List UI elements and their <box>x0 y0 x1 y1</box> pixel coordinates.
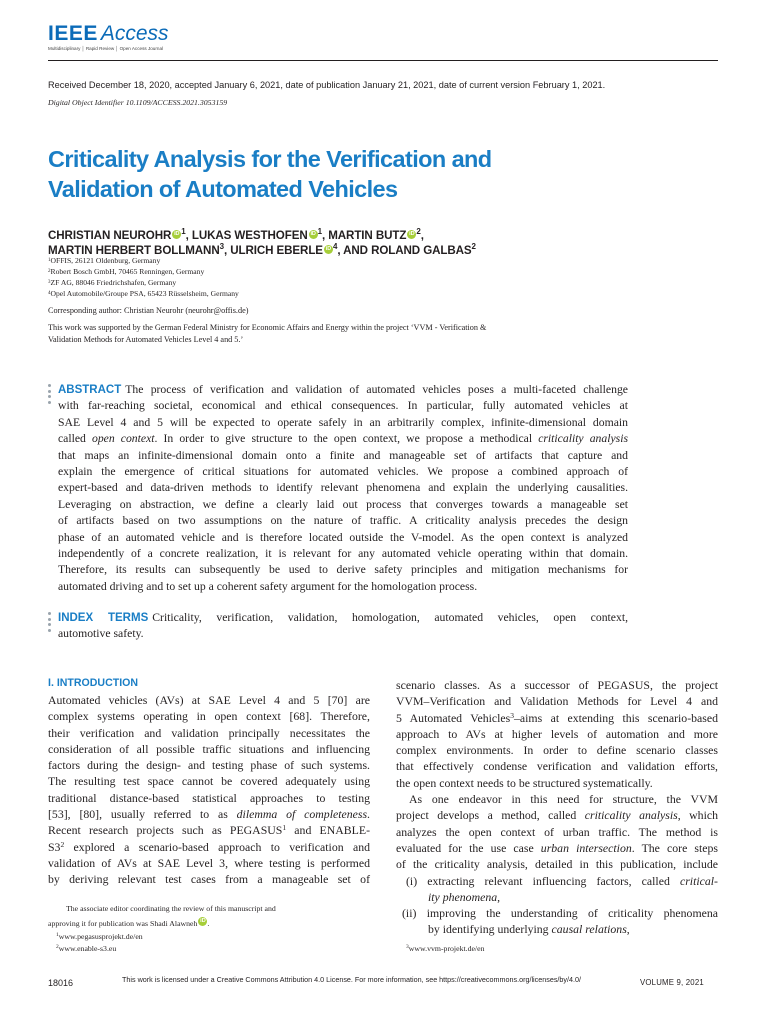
left-footnotes <box>48 902 370 955</box>
footnote-ref[interactable]: 3 <box>510 710 514 720</box>
author-affil-num: 3 <box>219 242 224 251</box>
abstract-text: independently of a concrete realization, it is relevant for any automated vehicle operating within that domain. <box>58 547 628 561</box>
abstract-text: of artifacts based on two assumptions on the nature of traffic. A criticality analysis precedes the design <box>58 514 628 528</box>
left-column <box>48 692 370 888</box>
list-emphasis: ity phenomena <box>428 889 498 904</box>
body-text: 5 Automated Vehicles <box>396 710 511 725</box>
funding-line: This work was supported by the German Federal Ministry for Economic Affairs and Energy within the project ‘VVM - Verification & <box>48 323 487 332</box>
abstract-text: Therefore, its results can subsequently be used to derive safety principles and mitigation mechanisms for <box>58 563 628 577</box>
body-text: consideration of all possible traffic situations and influencing <box>48 741 370 756</box>
body-text: complex environments. In order to define scenario classes <box>396 743 718 758</box>
abstract-emphasis: criticality analysis <box>538 432 629 446</box>
body-text: complex systems operating in open context [68]. Therefore, <box>48 709 370 724</box>
separator: , <box>420 228 424 242</box>
funding-line: Validation Methods for Automated Vehicles Level 4 and 5.’ <box>48 335 244 344</box>
orcid-icon[interactable]: iD <box>200 917 206 924</box>
received-dates: Received December 18, 2020, accepted January 6, 2021, date of publication January 21, 2021, date of current version February 1, 2021. <box>48 80 606 90</box>
abstract-emphasis: open context <box>91 432 155 446</box>
separator: , <box>321 228 326 242</box>
abstract-text: SAE Level 4 and 5 will be expected to operate safely in an arbitrarily complex, infinite-dimensional domain <box>58 415 628 429</box>
author-name: LUKAS WESTHOFEN <box>191 228 308 242</box>
affil-text: OFFIS, 26121 Oldenburg, Germany <box>50 256 161 265</box>
author-name: ULRICH EBERLE <box>230 243 323 257</box>
body-text: factors during the design- and testing phase of such systems. <box>48 758 370 773</box>
body-text: the open context needs to be structured systematically. <box>396 775 653 790</box>
list-item <box>396 873 718 906</box>
abstract-text: explain the emergence of critical situations for automated vehicles. We propose a combined approach of <box>58 465 628 479</box>
page-number: 18016 <box>48 978 74 988</box>
orcid-icon[interactable]: iD <box>409 230 415 237</box>
author-name: CHRISTIAN NEUROHR <box>48 228 172 242</box>
body-text: validation of AVs at SAE Level 3, where testing is performed <box>48 855 370 870</box>
logo-ieee-text: IEEE <box>48 22 98 45</box>
separator: , <box>223 243 228 257</box>
body-text: , which <box>677 808 718 823</box>
affil-num: 3 <box>48 280 51 285</box>
funding-note <box>48 322 608 346</box>
editor-note: . <box>207 918 210 928</box>
logo-tagline: Multidisciplinary │ Rapid Review │ Open Access Journal <box>48 46 164 51</box>
affil-num: 4 <box>48 291 51 296</box>
logo-access-text: Access <box>100 22 169 45</box>
list-number: (i) <box>406 873 418 888</box>
list-item <box>396 905 718 938</box>
author-name: MARTIN BUTZ <box>328 228 407 242</box>
abstract-text: . In order to give structure to the open context, we propose a methodical <box>154 432 539 446</box>
body-text: of the criticality analysis, detailed in this publication, include <box>396 857 718 872</box>
separator: , <box>185 228 189 242</box>
body-text: traditional distance-based statistical approaches to testing <box>48 790 370 805</box>
author-affil-num: 1 <box>317 227 322 236</box>
list-text: , <box>497 889 501 904</box>
affil-num: 1 <box>48 258 51 263</box>
corresponding-author: Corresponding author: Christian Neurohr (neurohr@offis.de) <box>48 306 249 315</box>
body-text: approach to AVs at higher levels of automation and more <box>396 726 718 741</box>
body-text: . <box>367 807 370 822</box>
author-name: MARTIN HERBERT BOLLMANN <box>48 243 220 257</box>
abstract-label: ABSTRACT <box>58 384 122 396</box>
orcid-icon[interactable]: iD <box>310 230 316 237</box>
affil-text: Opel Automobile/Groupe PSA, 65423 Rüsselsheim, Germany <box>50 289 239 298</box>
doi-line: Digital Object Identifier 10.1109/ACCESS.2021.3053159 <box>48 98 228 107</box>
body-text: scenario classes. As a successor of PEGASUS, the project <box>396 678 718 692</box>
list-emphasis: causal relations <box>551 922 627 937</box>
footnote-num: 3 <box>406 944 409 950</box>
editor-note: The associate editor coordinating the review of this manuscript and <box>66 904 276 913</box>
footnote-link[interactable]: www.pegasusprojekt.de/en <box>58 932 143 942</box>
abstract-text: that maps an infinite-dimensional domain onto a finite and manageable set of artifacts that capture and <box>58 448 628 462</box>
abstract-text: phase of an automated vehicle and is therefore located outside the V-model. As the open context is analyzed <box>58 530 628 544</box>
abstract-text: expert-based and data-driven methods to identify relevant phenomena and explain the underlying causalities. <box>58 481 628 495</box>
body-text: [53], [80], usually referred to as <box>48 807 237 822</box>
footnote-ref[interactable]: 2 <box>60 839 65 849</box>
list-text: extracting relevant influencing factors, called <box>427 873 680 888</box>
section-heading: I. INTRODUCTION <box>48 677 139 689</box>
body-emphasis: criticality analysis <box>584 808 678 823</box>
orcid-icon[interactable]: iD <box>325 245 332 252</box>
body-text: explored a scenario-based approach to verification and <box>64 839 370 854</box>
author-line-2 <box>48 242 476 257</box>
list-emphasis: critical- <box>679 873 718 888</box>
affil-text: Robert Bosch GmbH, 70465 Renningen, Germany <box>50 267 205 276</box>
title-line: Validation of Automated Vehicles <box>48 176 398 202</box>
affiliation <box>48 256 160 267</box>
body-text: Automated vehicles (AVs) at SAE Level 4 and 5 [70] are <box>48 693 370 707</box>
editor-note-line2 <box>48 917 370 932</box>
abstract-text: automated driving and to set up a coherent safety argument for the homologation process. <box>58 579 478 593</box>
list-text: improving the understanding of criticality phenomena <box>426 906 718 921</box>
abstract <box>58 382 628 595</box>
affiliation <box>48 278 176 289</box>
journal-logo <box>48 22 188 58</box>
body-emphasis: urban intersection <box>540 840 632 855</box>
paper-title <box>48 144 648 204</box>
affil-text: ZF AG, 88046 Friedrichshafen, Germany <box>50 278 177 287</box>
abstract-text: The process of verification and validation of automated vehicles poses a multi-faceted challenge <box>125 383 628 396</box>
author-affil-num: 2 <box>471 242 476 251</box>
list-number: (ii) <box>402 906 417 921</box>
index-terms-marker-icon <box>48 612 52 634</box>
header-divider <box>48 60 718 61</box>
body-text: –aims at extending this scenario-based <box>514 710 718 725</box>
body-text: by deriving relevant test cases from a manageable set of <box>48 872 370 887</box>
right-column <box>396 677 718 938</box>
abstract-text: Leveraging on abstraction, we define a clearly laid out process that converges towards a manageable set <box>58 497 628 511</box>
footnote-num: 2 <box>56 944 59 951</box>
separator: , <box>337 243 341 257</box>
footnote <box>48 942 370 955</box>
index-terms <box>58 610 628 643</box>
license-notice[interactable]: This work is licensed under a Creative Commons Attribution 4.0 License. For more information, see https://creativecommons.org/licenses/by/4.0/ <box>122 975 582 984</box>
abstract-text: with far-reaching societal, economical and ethical consequences. In particular, fully automated vehicles at <box>58 399 628 413</box>
footnote <box>48 931 370 942</box>
body-text: . The core steps <box>631 840 718 855</box>
index-terms-text: Criticality, verification, validation, homologation, automated vehicles, open context, <box>152 611 628 624</box>
editor-note: approving it for publication was Shadi Alawneh <box>48 918 198 928</box>
body-text: project develops a method, called <box>396 808 585 823</box>
author-affil-num: 4 <box>332 242 338 251</box>
footnote-link[interactable]: www.vvm-projekt.de/en <box>408 944 485 953</box>
author-affil-num: 2 <box>416 227 421 236</box>
body-text: VVM–Verification and Validation Methods for Level 4 and <box>396 694 718 709</box>
body-text: their verification and validation principally necessitates the <box>48 725 370 740</box>
list-text: by identifying underlying <box>428 922 552 937</box>
affiliation <box>48 267 204 278</box>
body-text: As one endeavor in this need for structure, the VVM <box>409 792 718 807</box>
abstract-text: called <box>58 432 92 446</box>
body-text: that effectively condense verification and validation efforts, <box>396 759 718 774</box>
body-text: S3 <box>48 839 61 854</box>
body-text: analyzes the open context of urban traffic. The method is <box>396 824 718 839</box>
author-name: AND ROLAND GALBAS <box>343 243 472 257</box>
volume-label: VOLUME 9, 2021 <box>640 978 704 987</box>
author-affil-num: 1 <box>181 227 186 236</box>
author-line-1 <box>48 227 424 242</box>
affiliation <box>48 289 239 300</box>
footnote-link[interactable]: www.enable-s3.eu <box>58 944 117 954</box>
affil-num: 2 <box>48 269 51 274</box>
body-text: and ENABLE- <box>286 823 371 838</box>
body-emphasis: dilemma of completeness <box>236 807 368 822</box>
body-text: evaluated for the use case <box>396 840 541 855</box>
list-text: , <box>626 922 630 937</box>
footnote-num: 1 <box>56 932 59 939</box>
orcid-icon[interactable]: iD <box>174 230 180 237</box>
footnote <box>406 944 484 953</box>
abstract-marker-icon <box>48 384 52 406</box>
index-terms-text: automotive safety. <box>58 627 144 641</box>
index-terms-label: INDEX TERMS <box>58 612 149 624</box>
body-text: Recent research projects such as PEGASUS <box>48 823 283 838</box>
title-line: Criticality Analysis for the Verification and <box>48 146 492 172</box>
body-text: The resulting test space cannot be covered adequately using <box>48 774 370 789</box>
footnote-ref[interactable]: 1 <box>282 823 287 833</box>
